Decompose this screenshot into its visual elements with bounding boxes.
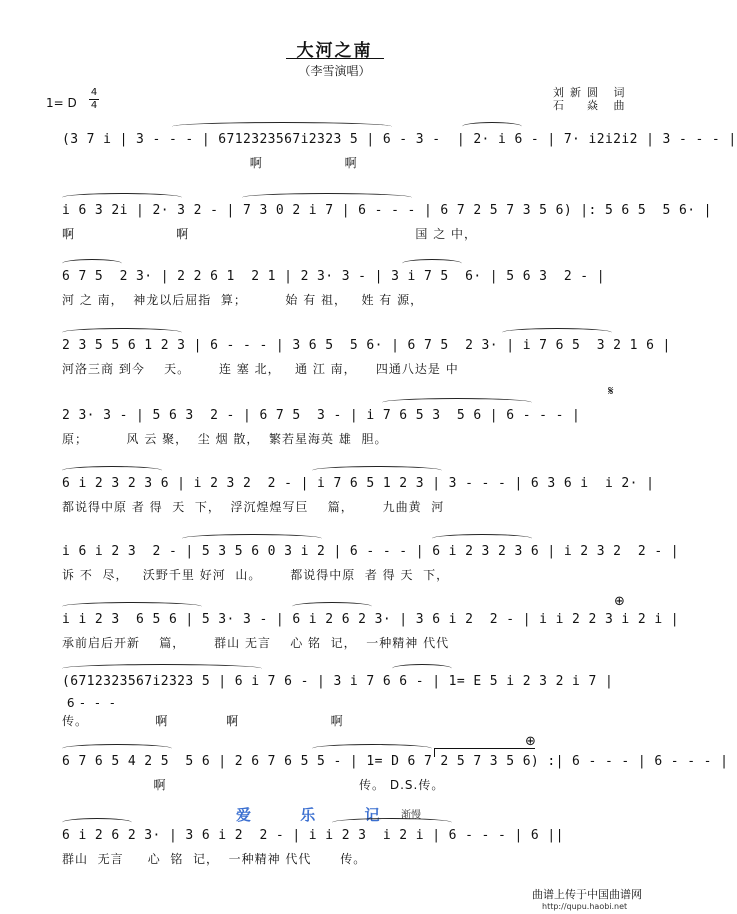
notes-line: (3 7 i | 3 - - - | 6712323567i2323 5 | 6 - 3 - | 2· i 6 - | 7· i2i2i2 | 3 - - - | (62, 132, 737, 147)
lyric-line: 啊 啊 国 之 中， (62, 227, 478, 241)
segno-icon: 𝄋 (608, 384, 614, 399)
notes-line: (6712323567i2323 5 | 6 i 7 6 - | 3 i 7 6 6 - | 1= E 5 i 2 3 2 i 7 | (62, 674, 614, 689)
notes-line: 2 3· 3 - | 5 6 3 2 - | 6 7 5 3 - | i 7 6 5 3 5 6 | 6 - - - | (62, 408, 581, 423)
staff-system-6 (62, 466, 655, 536)
song-subtitle: （李雪演唱） (298, 64, 371, 78)
lyric-line: 啊 传。 D.S.传。 (62, 778, 445, 792)
staff-system-4 (62, 328, 671, 398)
title-underline (286, 58, 384, 59)
tempo-marking: 渐慢 (401, 810, 421, 821)
lyric-line: 啊 啊 (62, 156, 358, 170)
staff-system-5 (62, 398, 612, 468)
key-signature: 1= D (46, 96, 77, 110)
notes-line: 2 3 5 5 6 1 2 3 | 6 - - - | 3 6 5 5 6· | 6 7 5 2 3· | i 7 6 5 3 2 1 6 | (62, 338, 671, 353)
staff-system-7 (62, 534, 679, 604)
notes-line: i 6 i 2 3 2 - | 5 3 5 6 0 3 i 2 | 6 - - - | 6 i 2 3 2 3 6 | i 2 3 2 2 - | (62, 544, 679, 559)
footer-url[interactable]: http://qupu.haobi.net (542, 902, 628, 911)
staff-system-2 (62, 193, 712, 263)
notes-line: 6 7 5 2 3· | 2 2 6 1 2 1 | 2 3· 3 - | 3 i 7 5 6· | 5 6 3 2 - | (62, 269, 605, 284)
watermark-text: 爱 乐 记 (236, 806, 402, 824)
staff-system-1 (62, 122, 737, 192)
time-signature-top: 4 (90, 87, 98, 98)
song-title: 大河之南 (296, 41, 373, 61)
composer-credit: 石 焱 曲 (553, 99, 631, 112)
staff-system-9 (62, 664, 612, 734)
notes-line: 6 i 2 3 2 3 6 | i 2 3 2 2 - | i 7 6 5 1 2 3 | 3 - - - | 6 3 6 i i 2· | (62, 476, 655, 491)
notes-line: 6 7 6 5 4 2 5 5 6 | 2 6 7 6 5 5 - | 1= D 6 7 2 5 7 3 5 6) :| 6 - - - | 6 - - - | (62, 754, 729, 769)
lyricist-credit: 刘新圆 词 (553, 86, 631, 99)
staff-system-11 (62, 818, 612, 888)
notes-line: i 6 3 2i | 2· 3 2 - | 7 3 0 2 i 7 | 6 - - - | 6 7 2 5 7 3 5 6) |: 5 6 5 5 6· | (62, 203, 712, 218)
lyric-line: 6 - - - (62, 696, 126, 710)
lyric-line: 群山 无言 心 铭 记， 一种精神 代代 传。 (62, 852, 367, 866)
coda-icon: ⊕ (614, 594, 625, 609)
lyric-line-2: 传。 啊 啊 啊 (62, 714, 344, 728)
time-signature (89, 88, 99, 111)
notes-line: 6 i 2 6 2 3· | 3 6 i 2 2 - | i i 2 3 i 2 i | 6 - - - | 6 || (62, 828, 564, 843)
footer-text: 曲谱上传于中国曲谱网 (532, 888, 642, 901)
lyric-line: 诉 不 尽， 沃野千里 好河 山。 都说得中原 者 得 天 下， (62, 568, 450, 582)
staff-system-3 (62, 259, 612, 329)
notes-line: i i 2 3 6 5 6 | 5 3· 3 - | 6 i 2 6 2 3· | 3 6 i 2 2 - | i i 2 2 3 i 2 i | (62, 612, 679, 627)
lyric-line: 都说得中原 者 得 天 下， 浮沉煌煌写巨 篇， 九曲黄 河 (62, 500, 445, 514)
lyric-line: 原； 风 云 聚， 尘 烟 散， 繁若星海英 雄 胆。 (62, 432, 388, 446)
lyric-line: 河洛三商 到今 天。 连 塞 北， 通 江 南， 四通八达是 中 (62, 362, 459, 376)
coda-icon: ⊕ (525, 734, 536, 749)
lyric-line: 河 之 南， 神龙以后屈指 算； 始 有 祖， 姓 有 源， (62, 293, 424, 307)
staff-system-8 (62, 602, 679, 672)
time-signature-bottom: 4 (90, 100, 98, 111)
lyric-line: 承前启后开新 篇， 群山 无言 心 铭 记， 一种精神 代代 (62, 636, 450, 650)
